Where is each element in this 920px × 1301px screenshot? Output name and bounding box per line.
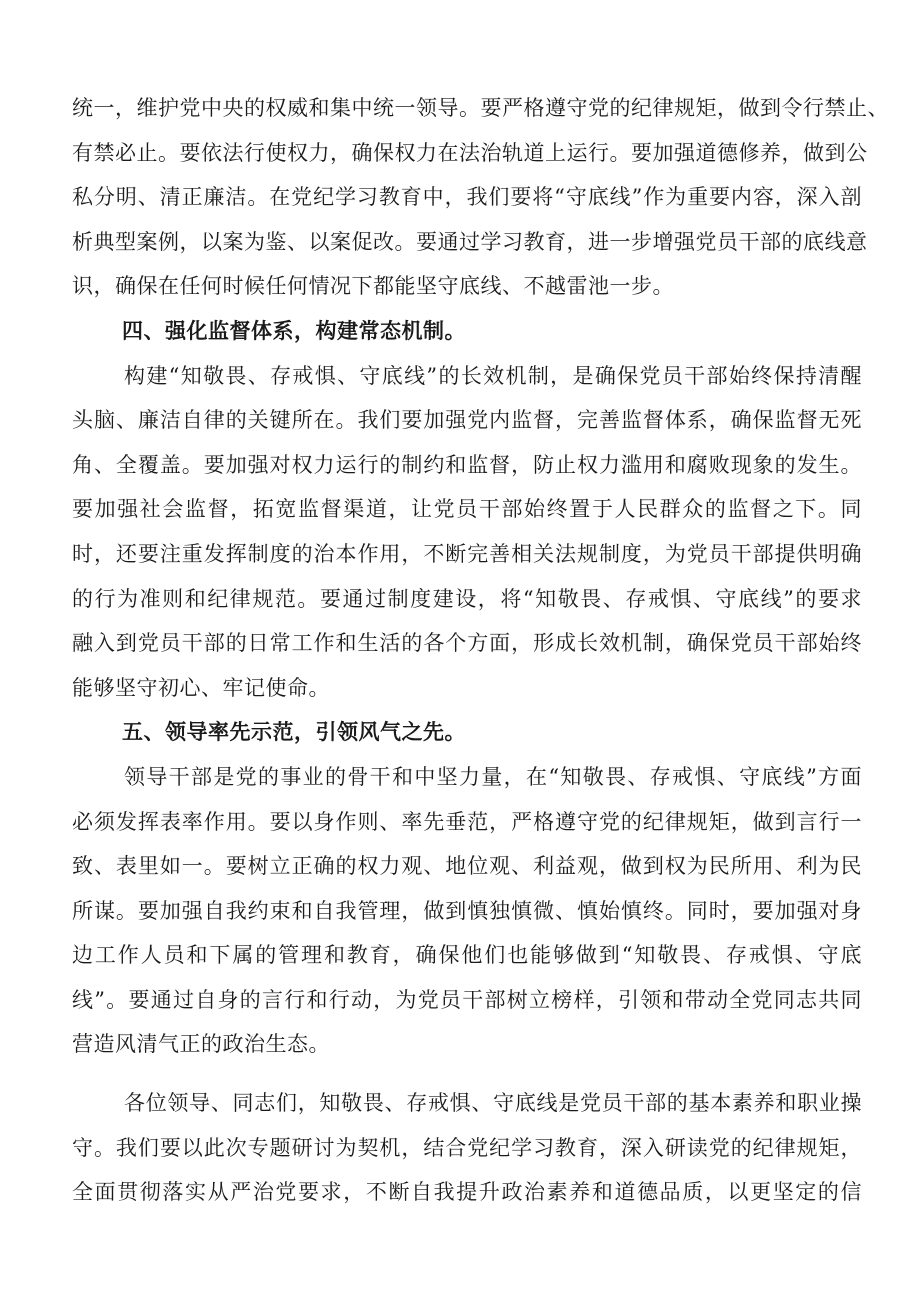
- text-line: 角、全覆盖。要加强对权力运行的制约和监督，防止权力滥用和腐败现象的发生。: [72, 452, 862, 477]
- text-line: 要加强社会监督，拓宽监督渠道，让党员干部始终置于人民群众的监督之下。同: [72, 497, 862, 522]
- text-line: 守。我们要以此次专题研讨为契机，结合党纪学习教育，深入研读党的纪律规矩，: [72, 1135, 862, 1160]
- section-heading-5: 五、领导率先示范，引领风气之先。: [122, 720, 466, 745]
- text-line: 构建“知敬畏、存戒惧、守底线”的长效机制，是确保党员干部始终保持清醒: [124, 363, 862, 388]
- section-heading-4: 四、强化监督体系，构建常态机制。: [122, 318, 466, 343]
- text-line: 全面贯彻落实从严治党要求，不断自我提升政治素养和道德品质，以更坚定的信: [72, 1180, 862, 1205]
- text-line: 线”。要通过自身的言行和行动，为党员干部树立榜样，引领和带动全党同志共同: [72, 987, 862, 1012]
- text-line: 边工作人员和下属的管理和教育，确保他们也能够做到“知敬畏、存戒惧、守底: [72, 943, 862, 968]
- paragraph-gap: [72, 1067, 862, 1081]
- text-line: 营造风清气正的政治生态。: [72, 1032, 330, 1057]
- text-line: 统一，维护党中央的权威和集中统一领导。要严格遵守党的纪律规矩，做到令行禁止、: [72, 96, 889, 120]
- text-line: 所谋。要加强自我约束和自我管理，做到慎独慎微、慎始慎终。同时，要加强对身: [72, 898, 862, 923]
- paragraph-closing: [72, 1081, 862, 1215]
- text-line: 析典型案例，以案为鉴、以案促改。要通过学习教育，进一步增强党员干部的底线意: [72, 229, 868, 254]
- text-line: 识，确保在任何时候任何情况下都能坚守底线、不越雷池一步。: [72, 274, 674, 299]
- text-line: 的行为准则和纪律规范。要通过制度建设，将“知敬畏、存戒惧、守底线”的要求: [72, 586, 862, 611]
- text-line: 必须发挥表率作用。要以身作则、率先垂范，严格遵守党的纪律规矩，做到言行一: [72, 809, 862, 834]
- text-line: 融入到党员干部的日常工作和生活的各个方面，形成长效机制，确保党员干部始终: [72, 631, 862, 656]
- text-line: 有禁必止。要依法行使权力，确保权力在法治轨道上运行。要加强道德修养，做到公: [72, 140, 868, 165]
- text-line: 时，还要注重发挥制度的治本作用，不断完善相关法规制度，为党员干部提供明确: [72, 541, 862, 566]
- text-line: 各位领导、同志们，知敬畏、存戒惧、守底线是党员干部的基本素养和职业操: [124, 1091, 862, 1116]
- text-line: 头脑、廉洁自律的关键所在。我们要加强党内监督，完善监督体系，确保监督无死: [72, 408, 862, 433]
- text-line: 致、表里如一。要树立正确的权力观、地位观、利益观，做到权为民所用、利为民: [72, 854, 862, 879]
- paragraph-leadership: [72, 755, 862, 1067]
- document-page: [72, 86, 889, 1215]
- paragraph-supervision: [72, 354, 862, 711]
- text-line: 私分明、清正廉洁。在党纪学习教育中，我们要将“守底线”作为重要内容，深入剖: [72, 185, 862, 210]
- text-line: 领导干部是党的事业的骨干和中坚力量，在“知敬畏、存戒惧、守底线”方面: [124, 764, 862, 789]
- text-line: 能够坚守初心、牢记使命。: [72, 675, 330, 700]
- paragraph-discipline: [72, 86, 889, 309]
